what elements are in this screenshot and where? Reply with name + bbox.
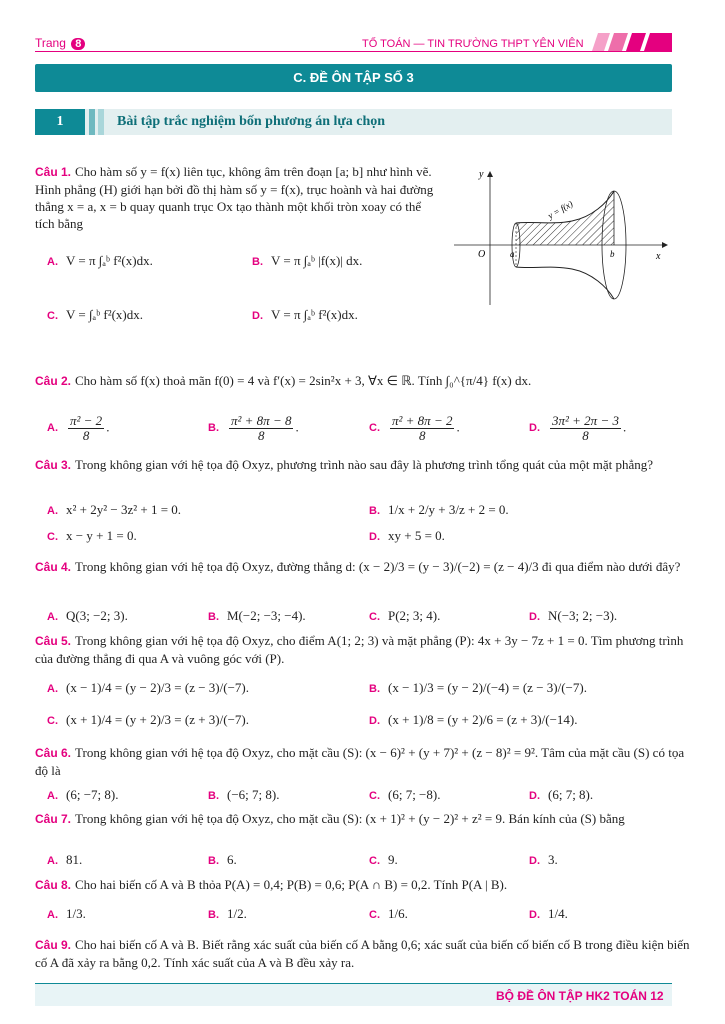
question-4-label: Câu 4.: [35, 560, 72, 574]
q3-option-d-text: xy + 5 = 0.: [388, 528, 445, 543]
question-4: [35, 556, 690, 578]
y-axis-arrow-icon: [487, 171, 493, 177]
question-3-text: Trong không gian với hệ tọa độ Oxyz, phương trình nào sau đây là phương trình tổng quát của một mặt phẳng?: [75, 457, 653, 472]
label-a: a: [510, 249, 515, 259]
q3-option-d[interactable]: D. xy + 5 = 0.: [369, 528, 445, 543]
q2-c-den: 8: [418, 428, 426, 443]
footer-title: BỘ ĐỀ ÔN TẬP HK2 TOÁN 12: [496, 989, 664, 1003]
q5-option-a[interactable]: A. (x − 1)/4 = (y − 2)/3 = (z − 3)/(−7).: [47, 680, 249, 695]
q4-option-c[interactable]: C. P(2; 3; 4).: [369, 608, 441, 623]
question-9-label: Câu 9.: [35, 938, 72, 952]
question-6: [35, 744, 690, 779]
q2-option-d[interactable]: D. $\frac{\text{3π² + 2π − 3}}{8}$ .: [529, 413, 627, 443]
q1-option-b[interactable]: B. V = π ∫ₐᵇ |f(x)| dx.: [252, 253, 363, 268]
page-label: [35, 36, 85, 50]
q2-d-den: 8: [582, 428, 589, 443]
question-7-text: Trong không gian với hệ tọa độ Oxyz, cho mặt cầu (S): (x + 1)² + (y − 2)² + z² = 9. Bán kính của (S) bằng: [75, 811, 625, 826]
q3-option-b-text: 1/x + 2/y + 3/z + 2 = 0.: [388, 502, 509, 517]
question-5-text: Trong không gian với hệ tọa độ Oxyz, cho điểm A(1; 2; 3) và mặt phẳng (P): 4x + 3y − 7z + 1 = 0. Tìm phương trình của đường thẳng đi qua A và vuông góc với (P).: [35, 633, 684, 666]
question-7: [35, 810, 690, 828]
q3-option-a-text: x² + 2y² − 3z² + 1 = 0.: [66, 502, 182, 517]
label-y: y: [479, 169, 484, 180]
q4-option-d[interactable]: D. N(−3; 2; −3).: [529, 608, 618, 623]
question-5-label: Câu 5.: [35, 634, 72, 648]
q8-option-c-text: 1/6.: [388, 906, 408, 921]
q8-option-b[interactable]: B. 1/2.: [208, 906, 247, 921]
question-8: [35, 876, 690, 894]
q8-option-d[interactable]: D. 1/4.: [529, 906, 568, 921]
section-header: [35, 109, 672, 135]
q7-option-d[interactable]: D. 3.: [529, 852, 558, 867]
q7-option-d-text: 3.: [548, 852, 558, 867]
label-x: x: [656, 251, 661, 262]
question-1: [35, 163, 440, 232]
exam-banner: [35, 64, 672, 92]
q6-option-b[interactable]: B. (−6; 7; 8).: [208, 787, 280, 802]
question-2: [35, 372, 690, 390]
q1-option-b-text: V = π ∫ₐᵇ |f(x)| dx.: [271, 253, 363, 268]
q6-option-d[interactable]: D. (6; 7; 8).: [529, 787, 594, 802]
header-stripes-icon: [592, 33, 672, 51]
q8-option-d-text: 1/4.: [548, 906, 568, 921]
section-bars: [89, 109, 95, 135]
q2-b-num: π² + 8π − 8: [231, 413, 292, 428]
question-9: [35, 936, 690, 971]
question-3-label: Câu 3.: [35, 458, 72, 472]
q4-option-d-text: N(−3; 2; −3).: [548, 608, 618, 623]
q2-option-a[interactable]: A. $\frac{\text{π² − 2}}{8}$ .: [47, 413, 110, 443]
hatched-region: [516, 191, 614, 245]
label-curve: y = f(x): [546, 198, 575, 221]
q6-option-b-text: (−6; 7; 8).: [227, 787, 280, 802]
q6-option-a-text: (6; −7; 8).: [66, 787, 119, 802]
x-axis-arrow-icon: [662, 242, 668, 248]
page-label-text: Trang: [35, 36, 66, 50]
q2-option-c[interactable]: C. $\frac{\text{π² + 8π − 2}}{8}$ .: [369, 413, 460, 443]
label-b: b: [610, 249, 615, 259]
q6-option-c[interactable]: C. (6; 7; −8).: [369, 787, 441, 802]
q5-option-d[interactable]: D. (x + 1)/8 = (y + 2)/6 = (z + 3)/(−14).: [369, 712, 578, 727]
question-6-label: Câu 6.: [35, 746, 72, 760]
question-9-text: Cho hai biến cố A và B. Biết rằng xác suất của biến cố A bằng 0,6; xác suất của biến cố biến cố B trong điều kiện biến cố A đã xảy ra bằng 0,2. Tính xác suất của A và B đều xảy ra.: [35, 937, 690, 970]
question-2-text: Cho hàm số f(x) thoả mãn f(0) = 4 và f′(x) = 2sin²x + 3, ∀x ∈ ℝ. Tính ∫₀^{π/4} f(x) dx.: [75, 373, 532, 388]
q1-option-c-text: V = ∫ₐᵇ f²(x)dx.: [66, 307, 144, 322]
header-rule: [35, 51, 672, 52]
school-name: TỔ TOÁN — TIN TRƯỜNG THPT YÊN VIÊN: [362, 38, 584, 50]
q8-option-c[interactable]: C. 1/6.: [369, 906, 408, 921]
q8-option-a[interactable]: A. 1/3.: [47, 906, 86, 921]
q5-option-c[interactable]: C. (x + 1)/4 = (y + 2)/3 = (z + 3)/(−7).: [47, 712, 249, 727]
q7-option-a-text: 81.: [66, 852, 83, 867]
section-bars-2: [98, 109, 104, 135]
q7-option-c[interactable]: C. 9.: [369, 852, 398, 867]
q1-option-a-text: V = π ∫ₐᵇ f²(x)dx.: [66, 253, 153, 268]
question-1-text: Cho hàm số y = f(x) liên tục, không âm trên đoạn [a; b] như hình vẽ. Hình phẳng (H) giới hạn bởi đồ thị hàm số y = f(x), trục hoành và hai đường thẳng x = a, x = b quay quanh trục Ox tạo thành một khối tròn xoay có thể tích bằng: [35, 164, 434, 231]
q7-option-b-text: 6.: [227, 852, 237, 867]
q6-option-d-text: (6; 7; 8).: [548, 787, 594, 802]
question-6-text: Trong không gian với hệ tọa độ Oxyz, cho mặt cầu (S): (x − 6)² + (y + 7)² + (z − 8)² = 9². Tâm của mặt cầu (S) có tọa độ là: [35, 745, 685, 778]
q7-option-b[interactable]: B. 6.: [208, 852, 237, 867]
q7-option-c-text: 9.: [388, 852, 398, 867]
q3-option-b[interactable]: B. 1/x + 2/y + 3/z + 2 = 0.: [369, 502, 509, 517]
q7-option-a[interactable]: A. 81.: [47, 852, 83, 867]
q2-a-num: π² − 2: [70, 413, 103, 428]
q5-option-c-text: (x + 1)/4 = (y + 2)/3 = (z + 3)/(−7).: [66, 712, 249, 727]
q2-b-den: 8: [257, 428, 265, 443]
solid-of-revolution-figure: [452, 163, 672, 308]
q3-option-c[interactable]: C. x − y + 1 = 0.: [47, 528, 137, 543]
question-4-text: Trong không gian với hệ tọa độ Oxyz, đường thẳng d: (x − 2)/3 = (y − 3)/(−2) = (z − 4)/3 đi qua điểm nào dưới đây?: [75, 559, 681, 574]
q1-option-a[interactable]: A. V = π ∫ₐᵇ f²(x)dx.: [47, 253, 153, 268]
page-number-badge: 8: [71, 38, 85, 50]
q2-a-den: 8: [82, 428, 90, 443]
question-3: [35, 456, 690, 474]
question-1-label: Câu 1.: [35, 165, 72, 179]
q3-option-c-text: x − y + 1 = 0.: [66, 528, 137, 543]
q5-option-b-text: (x − 1)/3 = (y − 2)/(−4) = (z − 3)/(−7).: [388, 680, 587, 695]
q5-option-d-text: (x + 1)/8 = (y + 2)/6 = (z + 3)/(−14).: [388, 712, 578, 727]
q4-option-a-text: Q(3; −2; 3).: [66, 608, 128, 623]
q2-d-num: 3π² + 2π − 3: [552, 413, 619, 428]
q5-option-b[interactable]: B. (x − 1)/3 = (y − 2)/(−4) = (z − 3)/(−7).: [369, 680, 587, 695]
label-origin: O: [478, 249, 486, 260]
q1-option-d-text: V = π ∫ₐᵇ f²(x)dx.: [271, 307, 358, 322]
q4-option-c-text: P(2; 3; 4).: [388, 608, 441, 623]
section-number: 1: [35, 109, 85, 135]
q6-option-a[interactable]: A. (6; −7; 8).: [47, 787, 119, 802]
q4-option-b-text: M(−2; −3; −4).: [227, 608, 306, 623]
section-title: Bài tập trắc nghiệm bốn phương án lựa chọn: [117, 114, 386, 129]
q1-option-c[interactable]: C. V = ∫ₐᵇ f²(x)dx.: [47, 307, 144, 322]
lower-curve: [516, 267, 614, 299]
question-5: [35, 632, 690, 667]
question-8-text: Cho hai biến cố A và B thỏa P(A) = 0,4; P(B) = 0,6; P(A ∩ B) = 0,2. Tính P(A | B).: [75, 877, 508, 892]
exam-title: C. ĐỀ ÔN TẬP SỐ 3: [293, 70, 414, 85]
q1-option-d[interactable]: D. V = π ∫ₐᵇ f²(x)dx.: [252, 307, 358, 322]
q3-option-a[interactable]: A. x² + 2y² − 3z² + 1 = 0.: [47, 502, 182, 517]
q2-c-num: π² + 8π − 2: [392, 413, 453, 428]
q4-option-b[interactable]: B. M(−2; −3; −4).: [208, 608, 306, 623]
q4-option-a[interactable]: A. Q(3; −2; 3).: [47, 608, 128, 623]
question-2-label: Câu 2.: [35, 374, 72, 388]
question-7-label: Câu 7.: [35, 812, 72, 826]
q5-option-a-text: (x − 1)/4 = (y − 2)/3 = (z − 3)/(−7).: [66, 680, 249, 695]
q6-option-c-text: (6; 7; −8).: [388, 787, 441, 802]
q8-option-a-text: 1/3.: [66, 906, 86, 921]
q8-option-b-text: 1/2.: [227, 906, 247, 921]
question-8-label: Câu 8.: [35, 878, 72, 892]
q2-option-b[interactable]: B. $\frac{\text{π² + 8π − 8}}{8}$ .: [208, 413, 299, 443]
